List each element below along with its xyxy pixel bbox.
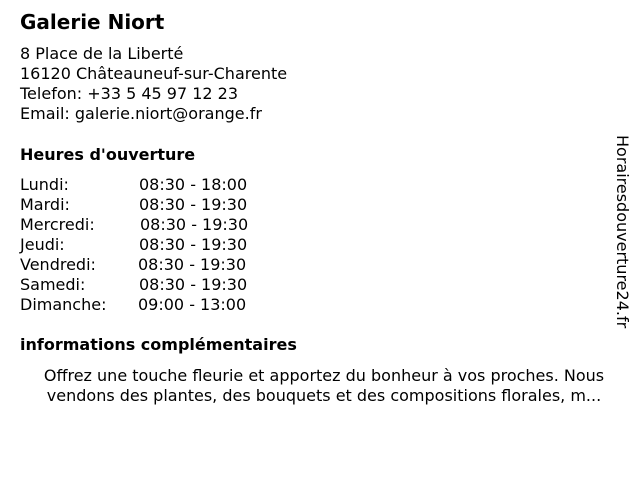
info-line-1: Offrez une touche fleurie et apportez du bonheur à vos proches. Nous — [43, 366, 605, 385]
phone-number: Telefon: +33 5 45 97 12 23 — [20, 84, 239, 103]
info-heading: informations complémentaires — [20, 335, 297, 354]
info-description — [14, 366, 634, 406]
time-range: 09:00 - 13:00 — [138, 295, 247, 314]
day-label: Samedi: — [20, 275, 86, 294]
time-range: 08:30 - 18:00 — [139, 175, 248, 194]
day-label: Dimanche: — [20, 295, 107, 314]
hours-heading: Heures d'ouverture — [20, 145, 196, 164]
info-line-2: vendons des plantes, des bouquets et des compositions florales, m... — [46, 386, 602, 405]
day-label: Jeudi: — [20, 235, 65, 254]
time-range: 08:30 - 19:30 — [139, 195, 248, 214]
address-city: 16120 Châteauneuf-sur-Charente — [20, 64, 288, 83]
address-street: 8 Place de la Liberté — [20, 44, 184, 63]
day-label: Vendredi: — [20, 255, 96, 274]
day-label: Mardi: — [20, 195, 70, 214]
contact-block — [20, 44, 287, 124]
business-name: Galerie Niort — [20, 10, 165, 34]
email-address: Email: galerie.niort@orange.fr — [20, 104, 262, 123]
time-range: 08:30 - 19:30 — [139, 235, 248, 254]
day-label: Mercredi: — [20, 215, 95, 234]
time-range: 08:30 - 19:30 — [138, 255, 247, 274]
time-range: 08:30 - 19:30 — [140, 215, 249, 234]
time-range: 08:30 - 19:30 — [139, 275, 248, 294]
day-label: Lundi: — [20, 175, 69, 194]
site-watermark: Horairesdouverture24.fr — [613, 135, 632, 329]
